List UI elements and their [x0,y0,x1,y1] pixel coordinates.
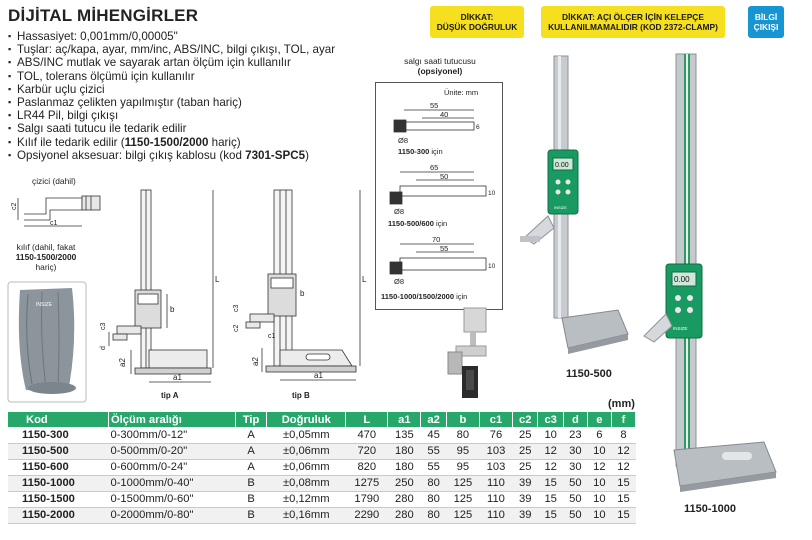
table-row [8,507,636,523]
table-cell: 103 [479,459,512,475]
height-gauge-1150-1000-photo [636,46,786,510]
feature-text-part: Salgı saati tutucu ile tedarik edilir [17,122,187,136]
feature-item [8,96,378,109]
type-b-drawing [222,182,368,402]
holder-caption-suffix: için [454,292,468,301]
case-label [6,242,86,272]
bullet-icon: ▪ [8,136,12,147]
table-cell: 720 [346,443,388,459]
table-cell: 15 [538,507,563,523]
table-cell: 0-2000mm/0-80" [108,507,235,523]
table-cell: 25 [513,459,538,475]
table-cell: 10 [587,475,611,491]
table-cell: 50 [563,491,587,507]
bullet-icon: ▪ [8,70,12,81]
table-cell: 0-600mm/0-24" [108,459,235,475]
feature-item [8,56,378,69]
product-code-cell: 1150-500 [8,443,108,459]
holder-outer-dim: 55 [430,101,439,110]
badge-line: ÇIKIŞI [753,22,779,32]
holder-caption [388,219,447,228]
table-cell: 15 [611,475,635,491]
column-header: L [346,412,388,427]
table-cell: ±0,05mm [267,427,346,443]
table-cell: 280 [388,491,421,507]
holder-optional-line: (opsiyonel) [417,66,463,76]
dim-label-c3: c3 [233,304,240,312]
gauge-display: 0.00 [674,275,690,284]
table-cell: 15 [538,475,563,491]
case-label-line: 1150-1500/2000 [15,252,77,262]
gauge-display: 0.00 [555,162,569,169]
dim-label-a2: a2 [251,357,260,366]
table-cell: 15 [538,491,563,507]
table-cell: 15 [611,507,635,523]
dim-label-c1: c1 [268,333,276,340]
page-title: DİJİTAL MİHENGİRLER [8,6,199,25]
table-cell: ±0,12mm [267,491,346,507]
low-accuracy-badge [430,6,524,38]
table-cell: 125 [446,475,479,491]
feature-text-part: Paslanmaz çelikten yapılmıştır (taban hariç) [17,96,242,110]
column-header: a1 [388,412,421,427]
feature-text [17,149,309,162]
holder-caption-suffix: için [429,147,443,156]
dim-label-d: d [100,346,107,350]
column-header: Ölçüm aralığı [108,412,235,427]
table-cell: 110 [479,475,512,491]
table-cell: A [235,427,266,443]
table-cell: 45 [421,427,446,443]
table-cell: 0-1000mm/0-40" [108,475,235,491]
table-cell: 250 [388,475,421,491]
table-cell: 820 [346,459,388,475]
bullet-icon: ▪ [8,149,12,160]
feature-item [8,83,378,96]
product-code-cell: 1150-600 [8,459,108,475]
feature-text-part: Tuşlar: aç/kapa, ayar, mm/inc, ABS/INC, bilgi çıkışı, TOL, ayar [17,43,336,57]
dim-label-a1: a1 [173,373,182,382]
table-row [8,443,636,459]
table-cell: 8 [611,427,635,443]
column-header: a2 [421,412,446,427]
table-cell: ±0,16mm [267,507,346,523]
bullet-icon: ▪ [8,57,12,68]
feature-text-part: Hassasiyet: 0,001mm/0,00005" [17,30,178,43]
table-cell: 180 [388,443,421,459]
table-cell: 110 [479,507,512,523]
table-cell: A [235,443,266,459]
column-header: c3 [538,412,563,427]
bullet-icon: ▪ [8,83,12,94]
badge-line: KULLANILMAMALIDIR (KOD 2372-CLAMP) [548,22,718,32]
feature-text [17,109,118,122]
table-header-row [8,412,636,427]
holder-height-dim: 10 [488,263,496,270]
table-cell: 39 [513,507,538,523]
holder-diameter: Ø8 [398,136,409,145]
bullet-icon: ▪ [8,123,12,134]
feature-text [17,136,241,149]
holder-inner-dim: 55 [440,244,449,253]
height-gauge-1150-500-photo [510,48,636,364]
dim-label-c1: c1 [50,220,58,227]
table-cell: 12 [538,443,563,459]
case-label-line: hariç) [35,262,57,272]
feature-text-part: Opsiyonel aksesuar: bilgi çıkış kablosu (kod [17,148,246,162]
holder-height-dim: 6 [476,124,480,131]
table-cell: 2290 [346,507,388,523]
case-brand: INSIZE [36,302,53,308]
holder-outer-dim: 70 [432,235,441,244]
holder-title [372,56,508,76]
feature-item [8,30,378,43]
table-cell: 55 [421,459,446,475]
dim-label-a2: a2 [118,358,127,367]
table-cell: 25 [513,427,538,443]
table-unit: (mm) [608,398,635,410]
table-cell: B [235,475,266,491]
feature-text-part: 1150-1500/2000 [124,135,209,149]
feature-text-part: 7301-SPC5 [245,148,306,162]
feature-list [8,30,378,162]
table-cell: 12 [587,459,611,475]
feature-item [8,136,378,149]
feature-item [8,70,378,83]
table-cell: 12 [611,443,635,459]
holder-height-dim: 10 [488,190,496,197]
holder-caption [398,147,443,156]
spec-table [8,412,636,524]
table-cell: 0-1500mm/0-60" [108,491,235,507]
column-header: Tip [235,412,266,427]
table-cell: 10 [587,507,611,523]
bullet-icon: ▪ [8,97,12,108]
holder-drawings [378,96,502,302]
type-b-label: tip B [292,391,310,400]
gauge-brand: INSIZE [554,205,567,210]
table-row [8,427,636,443]
table-cell: 80 [421,475,446,491]
dim-label-b: b [300,289,305,298]
product-code-cell: 1150-1000 [8,475,108,491]
product-code-cell: 1150-1500 [8,491,108,507]
product-code-1150-500: 1150-500 [566,368,612,380]
table-row [8,459,636,475]
table-cell: 30 [563,443,587,459]
table-cell: A [235,459,266,475]
holder-outer-dim: 65 [430,163,439,172]
table-cell: 80 [421,491,446,507]
table-cell: 125 [446,507,479,523]
badge-line: DİKKAT: AÇI ÖLÇER İÇİN KELEPÇE [562,11,704,22]
feature-text [17,30,178,43]
table-cell: 76 [479,427,512,443]
table-cell: ±0,06mm [267,459,346,475]
badge-line: BİLGİ [754,11,778,22]
type-a-drawing [95,182,225,402]
feature-item [8,122,378,135]
case-drawing [6,280,90,404]
table-cell: 280 [388,507,421,523]
table-cell: 10 [587,491,611,507]
feature-item [8,109,378,122]
dim-label-a1: a1 [314,371,323,380]
table-cell: 95 [446,443,479,459]
feature-text [17,83,105,96]
feature-text-part: LR44 Pil, bilgi çıkışı [17,109,119,123]
dim-label-L: L [215,275,220,284]
table-cell: 125 [446,491,479,507]
table-cell: 39 [513,475,538,491]
holder-unit: Ünite: mm [444,88,479,97]
table-cell: 1275 [346,475,388,491]
table-cell: 39 [513,491,538,507]
column-header: e [587,412,611,427]
table-cell: 23 [563,427,587,443]
column-header: c1 [479,412,512,427]
holder-title-line: salgı saati tutucusu [404,56,476,66]
table-cell: 80 [421,507,446,523]
table-cell: 50 [563,475,587,491]
feature-item [8,43,378,56]
table-cell: 12 [538,459,563,475]
feature-item [8,149,378,162]
column-header: d [563,412,587,427]
feature-text-part: ABS/INC mutlak ve sayarak artan ölçüm için kullanılır [17,56,291,70]
product-code-cell: 1150-300 [8,427,108,443]
type-a-label: tip A [161,391,179,400]
bullet-icon: ▪ [8,44,12,55]
feature-text [17,96,242,109]
badge-line: DİKKAT: [460,11,494,22]
clamp-warning-badge [541,6,725,38]
feature-text-part: ) [305,148,309,162]
table-body [8,427,636,523]
table-cell: 1790 [346,491,388,507]
column-header: Doğruluk [267,412,346,427]
dim-label-b: b [170,305,175,314]
column-header: Kod [8,412,108,427]
table-cell: 180 [388,459,421,475]
table-cell: ±0,08mm [267,475,346,491]
table-cell: 110 [479,491,512,507]
feature-text-part: Kılıf ile tedarik edilir ( [17,135,125,149]
table-cell: B [235,491,266,507]
feature-text-part: TOL, tolerans ölçümü için kullanılır [17,69,195,83]
case-label-line: kılıf (dahil, fakat [16,242,76,252]
holder-inner-dim: 50 [440,172,449,181]
table-row [8,491,636,507]
table-cell: 0-300mm/0-12" [108,427,235,443]
table-cell: 470 [346,427,388,443]
holder-caption-code: 1150-300 [398,147,430,156]
feature-text [17,43,335,56]
holder-diameter: Ø8 [394,277,405,286]
dim-label-c2: c2 [11,202,18,210]
table-row [8,475,636,491]
gauge-brand: INSIZE [673,326,688,331]
badge-line: DÜŞÜK DOĞRULUK [436,22,518,32]
table-cell: 12 [611,459,635,475]
holder-diameter: Ø8 [394,207,405,216]
table-cell: 55 [421,443,446,459]
bullet-icon: ▪ [8,110,12,121]
table-cell: B [235,507,266,523]
table-cell: 135 [388,427,421,443]
table-cell: 15 [611,491,635,507]
column-header: b [446,412,479,427]
product-code-1150-1000: 1150-1000 [684,503,736,515]
product-code-cell: 1150-2000 [8,507,108,523]
table-cell: 25 [513,443,538,459]
feature-text [17,56,291,69]
table-cell: ±0,06mm [267,443,346,459]
table-cell: 80 [446,427,479,443]
dim-label-L: L [362,275,367,284]
column-header: c2 [513,412,538,427]
table-cell: 95 [446,459,479,475]
feature-text [17,122,187,135]
holder-inner-dim: 40 [440,110,449,119]
table-cell: 50 [563,507,587,523]
table-cell: 10 [587,443,611,459]
dial-holder-photo [440,306,498,400]
scriber-label: çizici (dahil) [32,176,76,186]
dim-label-c3: c3 [100,322,107,330]
column-header: f [611,412,635,427]
holder-caption-code: 1150-1000/1500/2000 [381,292,454,301]
dim-label-c2: c2 [233,324,240,332]
table-cell: 6 [587,427,611,443]
bullet-icon: ▪ [8,31,12,41]
table-cell: 0-500mm/0-20" [108,443,235,459]
table-cell: 103 [479,443,512,459]
data-output-badge [748,6,784,38]
table-cell: 30 [563,459,587,475]
table-cell: 10 [538,427,563,443]
feature-text [17,70,195,83]
holder-caption-suffix: için [433,219,448,228]
feature-text-part: hariç) [208,135,241,149]
feature-text-part: Karbür uçlu çizici [17,82,105,96]
holder-caption-code: 1150-500/600 [388,219,434,228]
holder-caption [381,292,467,301]
